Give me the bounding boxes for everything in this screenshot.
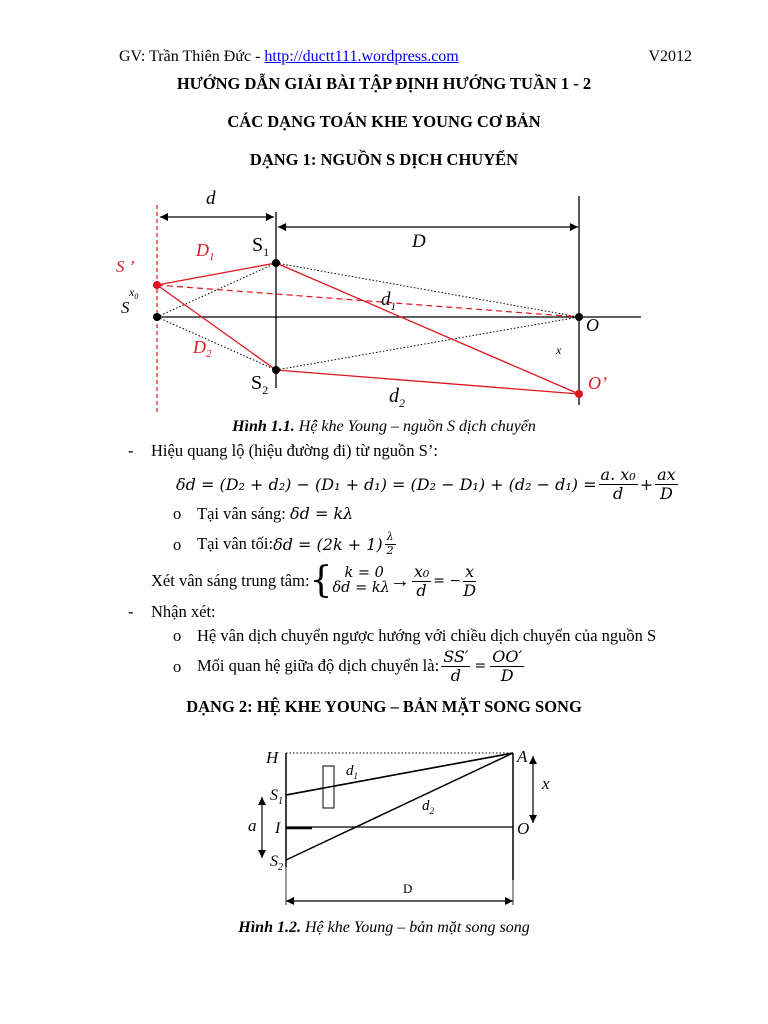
fig2-label-O: O — [517, 819, 530, 838]
figure-1-caption: Hình 1.1. Hệ khe Young – nguồn S dịch chuyển — [232, 418, 536, 435]
label-D2: $D_2$ — [193, 337, 212, 360]
remark-label: Nhận xét: — [151, 602, 216, 621]
label-x0: $x_0$ — [129, 285, 139, 301]
fig2-label-A: A — [517, 747, 528, 766]
figure-2-caption: Hình 1.2. Hệ khe Young – bản mặt song song — [238, 919, 530, 936]
section-title-dang2: DẠNG 2: HỆ KHE YOUNG – BẢN MẶT SONG SONG — [186, 697, 582, 716]
label-d: d — [206, 188, 216, 209]
label-d2: $d_2$ — [389, 385, 405, 410]
label-D1: $D_1$ — [196, 240, 215, 263]
label-S: S — [121, 298, 130, 317]
fig2-label-D: D — [403, 881, 413, 896]
label-Sprime: S ’ — [116, 257, 135, 276]
main-title: HƯỚNG DẪN GIẢI BÀI TẬP ĐỊNH HƯỚNG TUẦN 1 - 2 — [176, 74, 592, 93]
label-D: D — [412, 231, 426, 252]
label-S2: $S_2$ — [251, 372, 269, 397]
fig2-label-S2: $S_2$ — [270, 853, 283, 873]
author-link[interactable]: http://ductt111.wordpress.com — [264, 48, 459, 65]
section-title-dang1: DẠNG 1: NGUỒN S DỊCH CHUYỂN — [249, 150, 519, 169]
subtitle: CÁC DẠNG TOÁN KHE YOUNG CƠ BẢN — [227, 112, 541, 131]
fig2-label-S1: $S_1$ — [270, 787, 283, 807]
label-Oprime: O’ — [588, 373, 607, 393]
central-fringe-line: Xét vân sáng trung tâm: { k = 0 δd = kλ → $\frac{\text{x₀}}{d}$ = − $\frac{x}{D}$ — [151, 560, 477, 601]
optical-path-text: Hiệu quang lộ (hiệu đường đi) từ nguồn S’: — [151, 441, 438, 460]
dark-fringe-line: Tại vân tối: δd = (2k + 1) $\frac{\lambda}{2}$ — [197, 530, 394, 557]
bright-fringe-line: Tại vân sáng: δd = kλ — [197, 504, 354, 523]
fig2-label-I: I — [275, 820, 281, 837]
bullet-4: o — [173, 657, 182, 676]
fig2-label-d1: $d_1$ — [346, 763, 358, 781]
bullet-1: o — [173, 504, 182, 523]
main-equation: δd = (D₂ + d₂) − (D₁ + d₁) = (D₂ − D₁) + (d₂ − d₁) = $\frac{\text{a. x₀}}{d}$ + $\frac{ax}{D}$ — [176, 464, 676, 503]
fig2-label-a: a — [248, 816, 257, 835]
bullet-3: o — [173, 626, 182, 645]
label-d1: $d_1$ — [381, 289, 396, 313]
figure-1-diagram — [0, 180, 768, 420]
label-O: O — [586, 315, 599, 335]
remark-2: Mối quan hệ giữa độ dịch chuyển là: $\frac{SS'}{d}$ = $\frac{OO'}{D}$ — [197, 646, 523, 685]
fig2-label-x: x — [542, 774, 550, 793]
header-author — [119, 48, 459, 66]
remark-1: Hệ vân dịch chuyển ngược hướng với chiều dịch chuyển của nguồn S — [197, 626, 657, 645]
figure-2-diagram — [0, 735, 768, 915]
header-version: V2012 — [648, 48, 692, 65]
dash-2: - — [128, 602, 134, 621]
bullet-2: o — [173, 535, 182, 554]
label-x: x — [556, 343, 562, 357]
fig2-label-H: H — [266, 748, 279, 767]
dash-1: - — [128, 441, 134, 460]
author-text: GV: Trần Thiên Đức - — [119, 48, 265, 65]
label-S1: $S_1$ — [252, 234, 270, 259]
fig2-label-d2: $d_2$ — [422, 798, 434, 816]
